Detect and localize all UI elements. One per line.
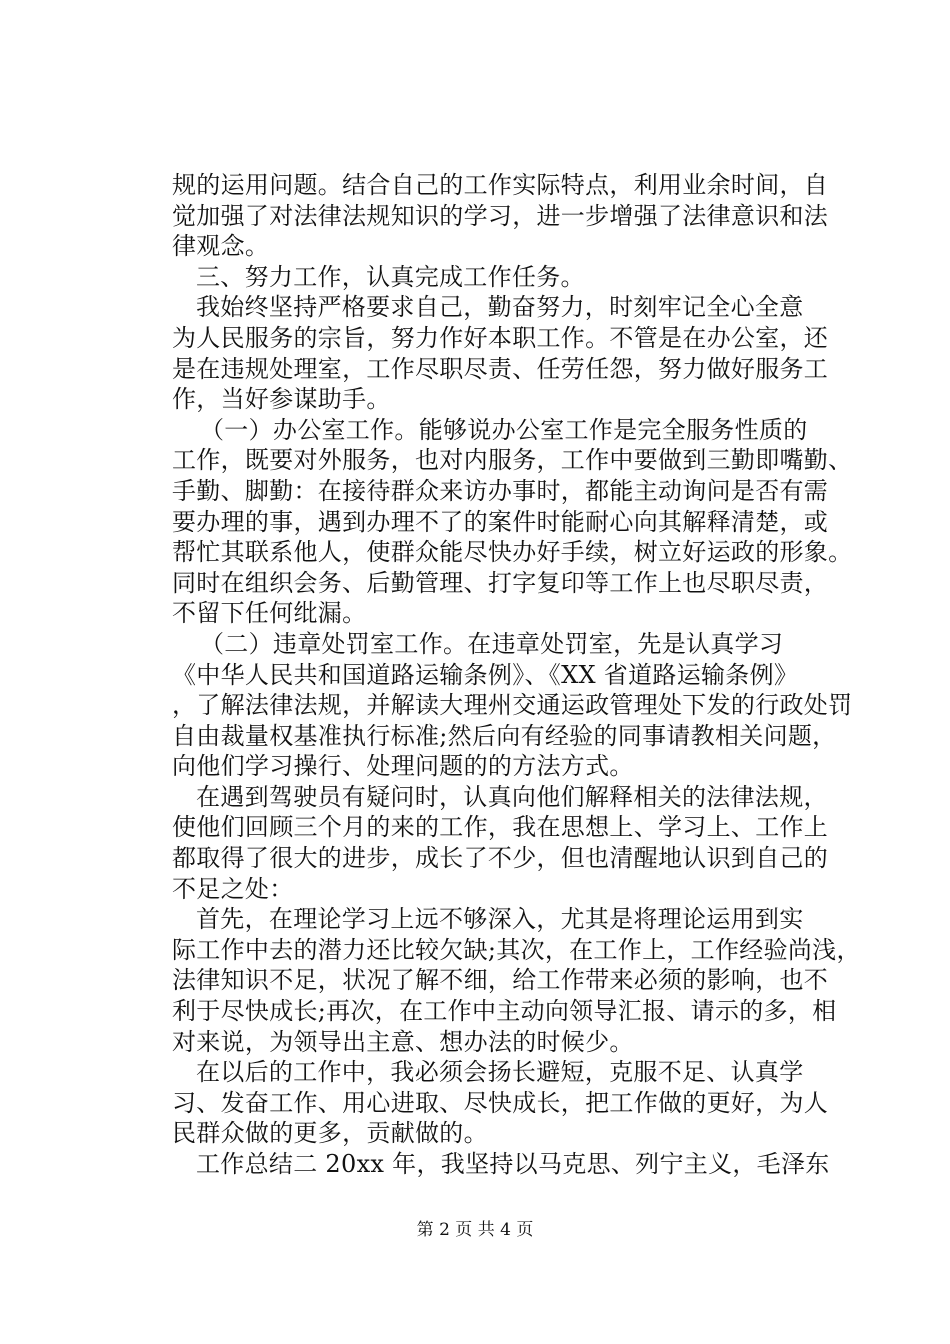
text-line: 使他们回顾三个月的来的工作，我在思想上、学习上、工作上 xyxy=(172,813,829,842)
text-line: 我始终坚持严格要求自己，勤奋努力，时刻牢记全心全意 xyxy=(196,293,804,322)
section-heading: 三、努力工作，认真完成工作任务。 xyxy=(196,262,585,291)
text-line: 向他们学习操行、处理问题的的方法方式。 xyxy=(172,752,634,781)
document-body xyxy=(172,170,861,1180)
text-line: 同时在组织会务、后勤管理、打字复印等工作上也尽职尽责， xyxy=(172,568,829,597)
text-line: 帮忙其联系他人，使群众能尽快办好手续，树立好运政的形象。 xyxy=(172,538,853,567)
text-line: 不留下任何纰漏。 xyxy=(172,599,367,628)
text-line: 都取得了很大的进步，成长了不少，但也清醒地认识到自己的 xyxy=(172,844,829,873)
text-line: 在遇到驾驶员有疑问时，认真向他们解释相关的法律法规， xyxy=(196,782,828,811)
text-line: 不足之处： xyxy=(172,874,294,903)
text-line: 作，当好参谋助手。 xyxy=(172,385,391,414)
text-line: 自由裁量权基准执行标准;然后向有经验的同事请教相关问题， xyxy=(172,721,837,750)
text-line: 规的运用问题。结合自己的工作实际特点，利用业余时间，自 xyxy=(172,171,829,199)
text-line: 觉加强了对法律法规知识的学习，进一步增强了法律意识和法 xyxy=(172,201,829,230)
text-line: ，了解法律法规，并解读大理州交通运政管理处下发的行政处罚 xyxy=(172,691,853,720)
text-line: 是在违规处理室，工作尽职尽责、任劳任怨，努力做好服务工 xyxy=(172,354,829,383)
text-line: 习、发奋工作、用心进取、尽快成长，把工作做的更好，为人 xyxy=(172,1088,829,1117)
text-line: 手勤、脚勤：在接待群众来访办事时，都能主动询问是否有需 xyxy=(172,476,829,505)
text-line: 《中华人民共和国道路运输条例》、《XX 省道路运输条例》 xyxy=(172,660,799,689)
text-line: 在以后的工作中，我必须会扬长避短，克服不足、认真学 xyxy=(196,1058,804,1087)
text-line: 律观念。 xyxy=(172,232,270,261)
text-line: 法律知识不足，状况了解不细，给工作带来必须的影响，也不 xyxy=(172,966,829,995)
subsection-heading: （一）办公室工作。能够说办公室工作是完全服务性质的 xyxy=(200,415,808,444)
text-line: 际工作中去的潜力还比较欠缺;其次，在工作上，工作经验尚浅， xyxy=(172,935,861,964)
text-line: 对来说，为领导出主意、想办法的时候少。 xyxy=(172,1027,634,1056)
text-line: 利于尽快成长;再次，在工作中主动向领导汇报、请示的多，相 xyxy=(172,997,837,1026)
text-line: 首先，在理论学习上远不够深入，尤其是将理论运用到实 xyxy=(196,905,804,934)
page-number-footer: 第 2 页 共 4 页 xyxy=(416,1220,534,1240)
subsection-heading: （二）违章处罚室工作。在违章处罚室，先是认真学习 xyxy=(200,629,784,658)
text-line: 工作，既要对外服务，也对内服务，工作中要做到三勤即嘴勤、 xyxy=(172,446,853,475)
text-line: 工作总结二 20xx 年，我坚持以马克思、列宁主义，毛泽东 xyxy=(196,1150,830,1178)
text-line: 为人民服务的宗旨，努力作好本职工作。不管是在办公室，还 xyxy=(172,323,829,352)
text-line: 要办理的事，遇到办理不了的案件时能耐心向其解释清楚，或 xyxy=(172,507,829,536)
text-line: 民群众做的更多，贡献做的。 xyxy=(172,1119,488,1148)
